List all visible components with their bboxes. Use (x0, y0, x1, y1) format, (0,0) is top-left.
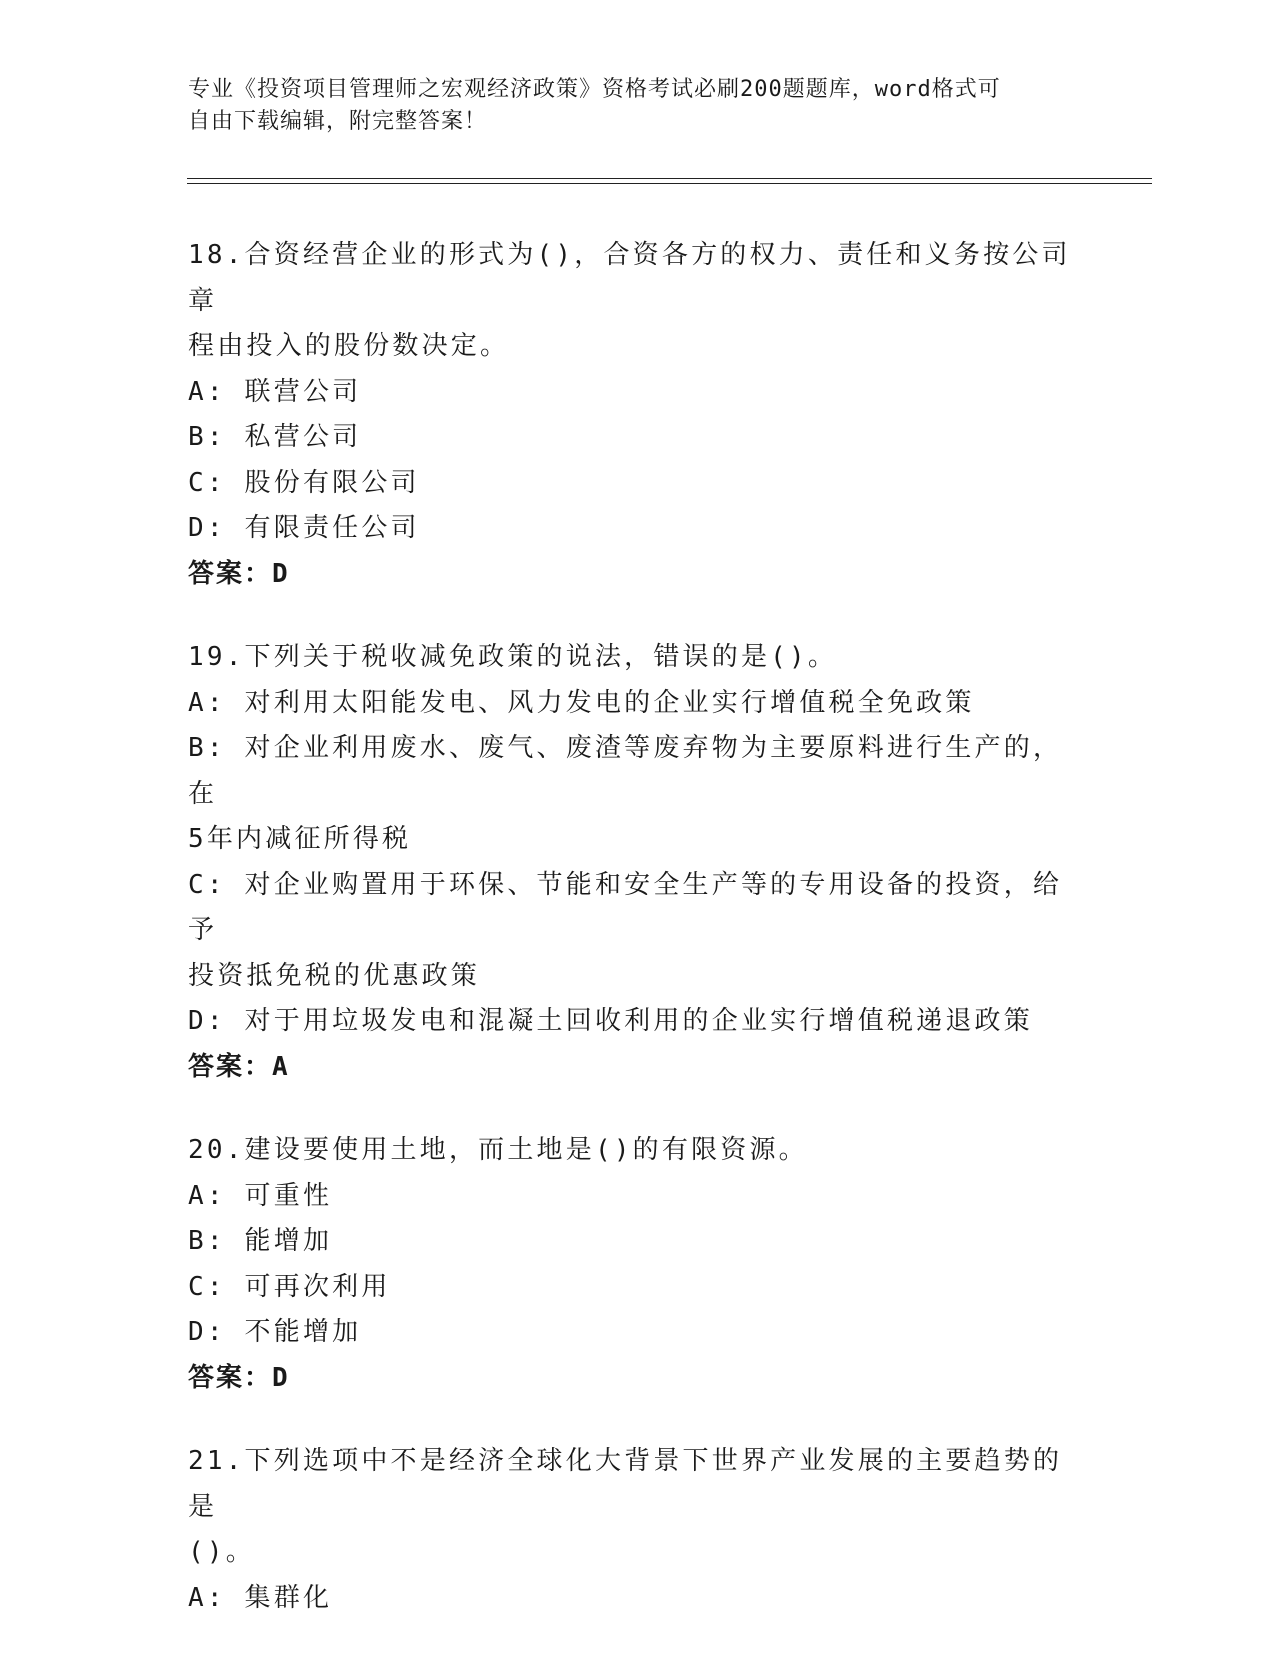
answer-label: 答案： (188, 1051, 273, 1082)
option-d: D: 不能增加 (188, 1317, 362, 1347)
question-stem: 20.建设要使用土地，而土地是()的有限资源。 (188, 1135, 808, 1165)
header-line-2: 自由下载编辑，附完整答案！ (188, 109, 488, 134)
answer (188, 1045, 1088, 1091)
option-a: A: 集群化 (188, 1582, 333, 1613)
question-stem: 18.合资经营企业的形式为()，合资各方的权力、责任和义务按公司章 (188, 240, 1071, 316)
header-divider-top (187, 178, 1152, 179)
option-a: A: 可重性 (188, 1180, 333, 1211)
question-stem: 19.下列关于税收减免政策的说法，错误的是()。 (188, 642, 838, 672)
document-header (188, 74, 1068, 138)
option-b-continued: 5年内减征所得税 (188, 824, 412, 854)
option-c: C: 可再次利用 (188, 1271, 391, 1302)
option-c: C: 对企业购置用于环保、节能和安全生产等的专用设备的投资，给予 (188, 869, 1063, 945)
question-20 (188, 1128, 1088, 1401)
question-18 (188, 233, 1088, 597)
option-a: A: 对利用太阳能发电、风力发电的企业实行增值税全免政策 (188, 687, 975, 718)
option-c-continued: 投资抵免税的优惠政策 (188, 960, 481, 991)
option-d: D: 有限责任公司 (188, 513, 420, 543)
question-stem: 21.下列选项中不是经济全球化大背景下世界产业发展的主要趋势的是 (188, 1446, 1063, 1522)
option-b: B: 私营公司 (188, 422, 362, 452)
option-d: D: 对于用垃圾发电和混凝土回收利用的企业实行增值税递退政策 (188, 1006, 1033, 1036)
option-c: C: 股份有限公司 (188, 467, 420, 498)
answer-value: D (272, 558, 290, 589)
option-b: B: 对企业利用废水、废气、废渣等废弃物为主要原料进行生产的，在 (188, 733, 1063, 809)
answer (188, 1356, 1088, 1402)
question-stem: ()。 (188, 1537, 255, 1567)
answer (188, 552, 1088, 598)
option-a: A: 联营公司 (188, 376, 362, 407)
answer-value: A (272, 1051, 290, 1082)
answer-value: D (272, 1362, 290, 1393)
answer-label: 答案： (188, 1362, 273, 1393)
header-divider-bottom (187, 183, 1152, 184)
question-stem: 程由投入的股份数决定。 (188, 331, 510, 361)
answer-label: 答案： (188, 558, 273, 589)
header-line-1: 专业《投资项目管理师之宏观经济政策》资格考试必刷200题题库，word格式可 (188, 77, 1001, 102)
question-19 (188, 635, 1088, 1090)
question-list (188, 233, 1088, 1659)
question-21 (188, 1439, 1088, 1621)
option-b: B: 能增加 (188, 1226, 333, 1256)
